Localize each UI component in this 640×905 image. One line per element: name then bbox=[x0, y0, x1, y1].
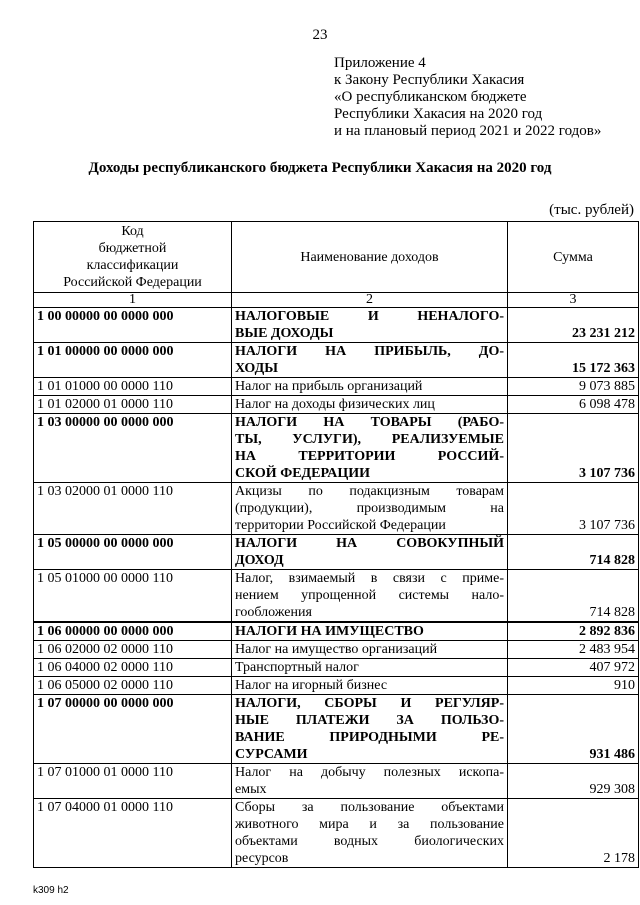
revenue-table bbox=[33, 221, 639, 868]
row-sum: 3 107 736 bbox=[508, 483, 639, 535]
row-sum: 23 231 212 bbox=[508, 308, 639, 343]
row-code: 1 06 00000 00 0000 000 bbox=[34, 622, 232, 641]
row-name-line: гообложения bbox=[235, 605, 312, 620]
table-row bbox=[34, 308, 639, 343]
row-name-line: ДОХОД bbox=[235, 553, 284, 568]
row-name-line: НА ТЕРРИТОРИИ РОССИЙ- bbox=[235, 449, 504, 464]
row-name-line: емых bbox=[235, 782, 267, 797]
column-number-row bbox=[34, 293, 639, 308]
header-code-line: Код bbox=[121, 224, 144, 239]
row-name-line: Акцизы по подакцизным товарам bbox=[235, 484, 504, 499]
row-name-line: Налог, взимаемый в связи с приме- bbox=[235, 571, 504, 586]
table-row bbox=[34, 659, 639, 677]
row-code: 1 01 02000 01 0000 110 bbox=[34, 396, 232, 414]
column-number: 3 bbox=[508, 293, 639, 308]
row-name bbox=[232, 570, 508, 623]
header-sum: Сумма bbox=[508, 222, 639, 293]
header-code-line: классификации bbox=[86, 258, 179, 273]
header-code-line: бюджетной bbox=[98, 241, 167, 256]
row-code: 1 06 04000 02 0000 110 bbox=[34, 659, 232, 677]
row-sum: 2 892 836 bbox=[508, 622, 639, 641]
row-name-line: (продукции), производимым на bbox=[235, 501, 504, 516]
row-code: 1 01 00000 00 0000 000 bbox=[34, 343, 232, 378]
table-row bbox=[34, 641, 639, 659]
row-name-line: НАЛОГИ, СБОРЫ И РЕГУЛЯР- bbox=[235, 696, 504, 711]
row-code: 1 05 00000 00 0000 000 bbox=[34, 535, 232, 570]
row-name bbox=[232, 677, 508, 695]
row-name bbox=[232, 414, 508, 483]
row-code: 1 01 01000 00 0000 110 bbox=[34, 378, 232, 396]
row-name bbox=[232, 483, 508, 535]
row-name-line: НАЛОГИ НА ИМУЩЕСТВО bbox=[235, 624, 424, 639]
row-name-line: ВАНИЕ ПРИРОДНЫМИ РЕ- bbox=[235, 730, 504, 745]
row-sum: 2 178 bbox=[508, 799, 639, 868]
table-row bbox=[34, 677, 639, 695]
row-code: 1 03 00000 00 0000 000 bbox=[34, 414, 232, 483]
row-name-line: территории Российской Федерации bbox=[235, 518, 446, 533]
row-name-line: НАЛОГИ НА ПРИБЫЛЬ, ДО- bbox=[235, 344, 504, 359]
table-row bbox=[34, 483, 639, 535]
row-code: 1 06 05000 02 0000 110 bbox=[34, 677, 232, 695]
page-number: 23 bbox=[312, 27, 328, 43]
row-code: 1 06 02000 02 0000 110 bbox=[34, 641, 232, 659]
table-row bbox=[34, 799, 639, 868]
appendix-line: Приложение 4 bbox=[334, 55, 426, 71]
document-title: Доходы республиканского бюджета Республики Хакасия на 2020 год bbox=[88, 160, 552, 176]
row-name-line: Налог на игорный бизнес bbox=[235, 678, 388, 693]
row-name-line: ВЫЕ ДОХОДЫ bbox=[235, 326, 334, 341]
row-name-line: животного мира и за пользование bbox=[235, 817, 504, 832]
appendix-line: «О республиканском бюджете bbox=[334, 89, 527, 105]
table-row bbox=[34, 622, 639, 641]
row-name bbox=[232, 535, 508, 570]
table-row bbox=[34, 343, 639, 378]
row-name-line: Сборы за пользование объектами bbox=[235, 800, 504, 815]
appendix-line: и на плановый период 2021 и 2022 годов» bbox=[334, 123, 602, 139]
row-name-line: НЫЕ ПЛАТЕЖИ ЗА ПОЛЬЗО- bbox=[235, 713, 504, 728]
row-name bbox=[232, 343, 508, 378]
table-row bbox=[34, 378, 639, 396]
footer-code: k309 h2 bbox=[33, 885, 69, 896]
row-name-line: Налог на имущество организаций bbox=[235, 642, 438, 657]
units-label: (тыс. рублей) bbox=[549, 202, 634, 218]
row-name-line: СУРСАМИ bbox=[235, 747, 308, 762]
table-header-row bbox=[34, 222, 639, 293]
row-name bbox=[232, 764, 508, 799]
row-name bbox=[232, 308, 508, 343]
table-row bbox=[34, 764, 639, 799]
row-code: 1 03 02000 01 0000 110 bbox=[34, 483, 232, 535]
row-name bbox=[232, 641, 508, 659]
row-code: 1 07 01000 01 0000 110 bbox=[34, 764, 232, 799]
row-name-line: ХОДЫ bbox=[235, 361, 278, 376]
row-name-line: Транспортный налог bbox=[235, 660, 359, 675]
row-name bbox=[232, 396, 508, 414]
appendix-line: к Закону Республики Хакасия bbox=[334, 72, 525, 88]
row-name bbox=[232, 659, 508, 677]
row-code: 1 07 04000 01 0000 110 bbox=[34, 799, 232, 868]
row-name-line: СКОЙ ФЕДЕРАЦИИ bbox=[235, 466, 371, 481]
column-number: 1 bbox=[34, 293, 232, 308]
row-code: 1 00 00000 00 0000 000 bbox=[34, 308, 232, 343]
row-sum: 407 972 bbox=[508, 659, 639, 677]
appendix-line: Республики Хакасия на 2020 год bbox=[334, 106, 543, 122]
row-name-line: Налог на доходы физических лиц bbox=[235, 397, 435, 412]
table-body bbox=[34, 308, 639, 868]
row-name-line: объектами водных биологических bbox=[235, 834, 504, 849]
row-sum: 931 486 bbox=[508, 695, 639, 764]
table-row bbox=[34, 570, 639, 623]
row-name bbox=[232, 378, 508, 396]
row-name bbox=[232, 622, 508, 641]
row-code: 1 05 01000 00 0000 110 bbox=[34, 570, 232, 623]
row-name-line: НАЛОГОВЫЕ И НЕНАЛОГО- bbox=[235, 309, 504, 324]
row-sum: 929 308 bbox=[508, 764, 639, 799]
table-row bbox=[34, 695, 639, 764]
row-code: 1 07 00000 00 0000 000 bbox=[34, 695, 232, 764]
row-sum: 15 172 363 bbox=[508, 343, 639, 378]
row-sum: 714 828 bbox=[508, 570, 639, 623]
row-sum: 910 bbox=[508, 677, 639, 695]
appendix-block bbox=[334, 55, 601, 140]
row-name bbox=[232, 695, 508, 764]
row-name-line: Налог на добычу полезных ископа- bbox=[235, 765, 504, 780]
header-name: Наименование доходов bbox=[232, 222, 508, 293]
column-number: 2 bbox=[232, 293, 508, 308]
row-name-line: НАЛОГИ НА СОВОКУПНЫЙ bbox=[235, 536, 504, 551]
row-name-line: ТЫ, УСЛУГИ), РЕАЛИЗУЕМЫЕ bbox=[235, 432, 504, 447]
row-sum: 6 098 478 bbox=[508, 396, 639, 414]
row-name-line: ресурсов bbox=[235, 851, 289, 866]
table-row bbox=[34, 535, 639, 570]
header-code-line: Российской Федерации bbox=[63, 275, 202, 290]
row-sum: 714 828 bbox=[508, 535, 639, 570]
row-sum: 9 073 885 bbox=[508, 378, 639, 396]
row-sum: 3 107 736 bbox=[508, 414, 639, 483]
row-name bbox=[232, 799, 508, 868]
row-name-line: нением упрощенной системы нало- bbox=[235, 588, 504, 603]
header-code bbox=[34, 222, 232, 293]
table-row bbox=[34, 396, 639, 414]
row-sum: 2 483 954 bbox=[508, 641, 639, 659]
row-name-line: НАЛОГИ НА ТОВАРЫ (РАБО- bbox=[235, 415, 504, 430]
row-name-line: Налог на прибыль организаций bbox=[235, 379, 423, 394]
table-row bbox=[34, 414, 639, 483]
